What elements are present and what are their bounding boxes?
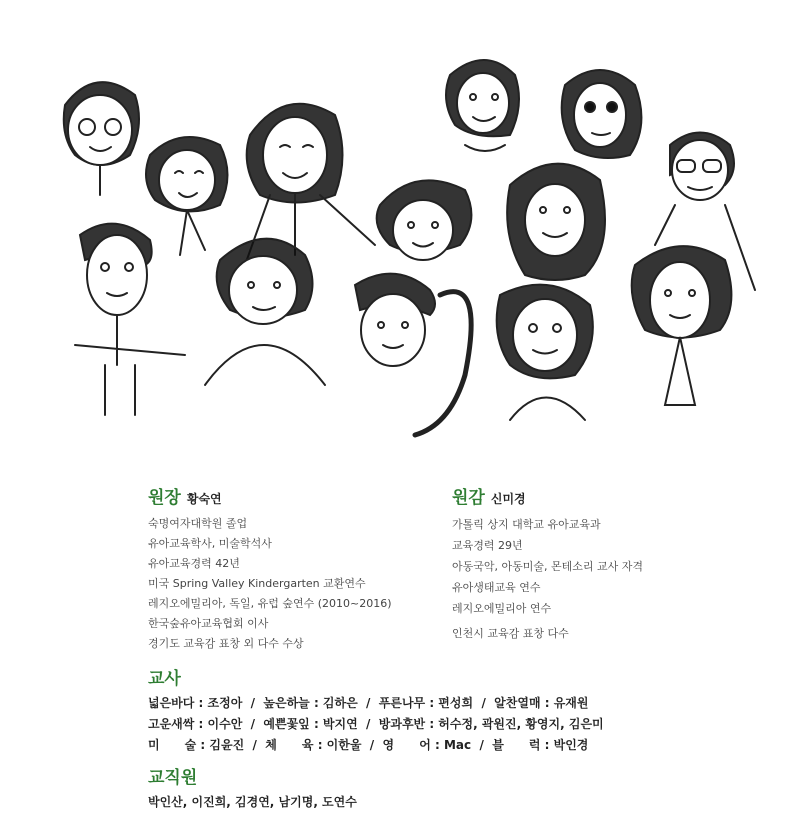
drawing-svg — [55, 45, 770, 445]
drawn-face-8 — [507, 164, 605, 280]
drawn-face-1 — [64, 82, 139, 195]
vice-director-block — [452, 483, 752, 644]
vice-director-line-4: 유아생태교육 연수 — [452, 581, 541, 594]
director-line-4: 미국 Spring Valley Kindergarten 교환연수 — [148, 577, 366, 590]
drawn-face-10 — [205, 239, 325, 385]
director-line-2: 유아교육학사, 미술학석사 — [148, 537, 272, 550]
director-line-6: 한국숲유아교육협회 이사 — [148, 617, 269, 630]
drawn-face-4 — [446, 60, 519, 151]
vice-director-title — [452, 483, 752, 508]
drawn-face-2 — [146, 137, 228, 255]
director-title — [148, 483, 438, 508]
vice-director-line-1: 가톨릭 상지 대학교 유아교육과 — [452, 518, 601, 531]
drawn-face-11 — [355, 274, 471, 435]
vice-director-line-6: 인천시 교육감 표창 다수 — [452, 627, 569, 640]
director-line-5: 레지오에밀리아, 독일, 유럽 숲연수 (2010~2016) — [148, 597, 392, 610]
staff-line: 박인산, 이진희, 김경연, 남기명, 도연수 — [148, 795, 357, 809]
director-line-7: 경기도 교육감 표창 외 다수 수상 — [148, 637, 304, 650]
teachers-section — [148, 664, 604, 756]
drawn-face-7 — [377, 180, 472, 260]
drawn-face-12 — [497, 285, 593, 420]
vice-director-role: 원감 — [452, 488, 485, 508]
director-line-1: 숙명여자대학원 졸업 — [148, 517, 248, 530]
staff-title: 교직원 — [148, 768, 198, 788]
vice-director-line-2: 교육경력 29년 — [452, 539, 523, 552]
vice-director-line-3: 아동국악, 아동미술, 몬테소리 교사 자격 — [452, 560, 643, 573]
children-drawing-illustration — [55, 45, 770, 445]
staff-section — [148, 763, 357, 813]
teachers-title: 교사 — [148, 669, 181, 689]
director-block — [148, 483, 438, 654]
drawn-face-5 — [562, 70, 642, 158]
director-line-3: 유아교육경력 42년 — [148, 557, 240, 570]
drawn-face-13 — [632, 246, 732, 405]
director-role: 원장 — [148, 488, 181, 508]
vice-director-name: 신미경 — [490, 492, 526, 506]
vice-director-line-5: 레지오에밀리아 연수 — [452, 602, 552, 615]
director-name: 황숙연 — [186, 492, 222, 506]
teachers-line-2: 고운새싹 : 이수안 / 예쁜꽃잎 : 박지연 / 방과후반 : 허수정, 곽원진, 황영지, 김은미 — [148, 717, 604, 731]
teachers-line-1: 넓은바다 : 조정아 / 높은하늘 : 김하은 / 푸른나무 : 편성희 / 알찬열매 : 유재원 — [148, 696, 589, 710]
teachers-line-3: 미 술 : 김윤진 / 체 육 : 이한울 / 영 어 : Mac / 블 럭 : 박인경 — [148, 738, 589, 752]
drawn-face-9 — [75, 224, 185, 415]
